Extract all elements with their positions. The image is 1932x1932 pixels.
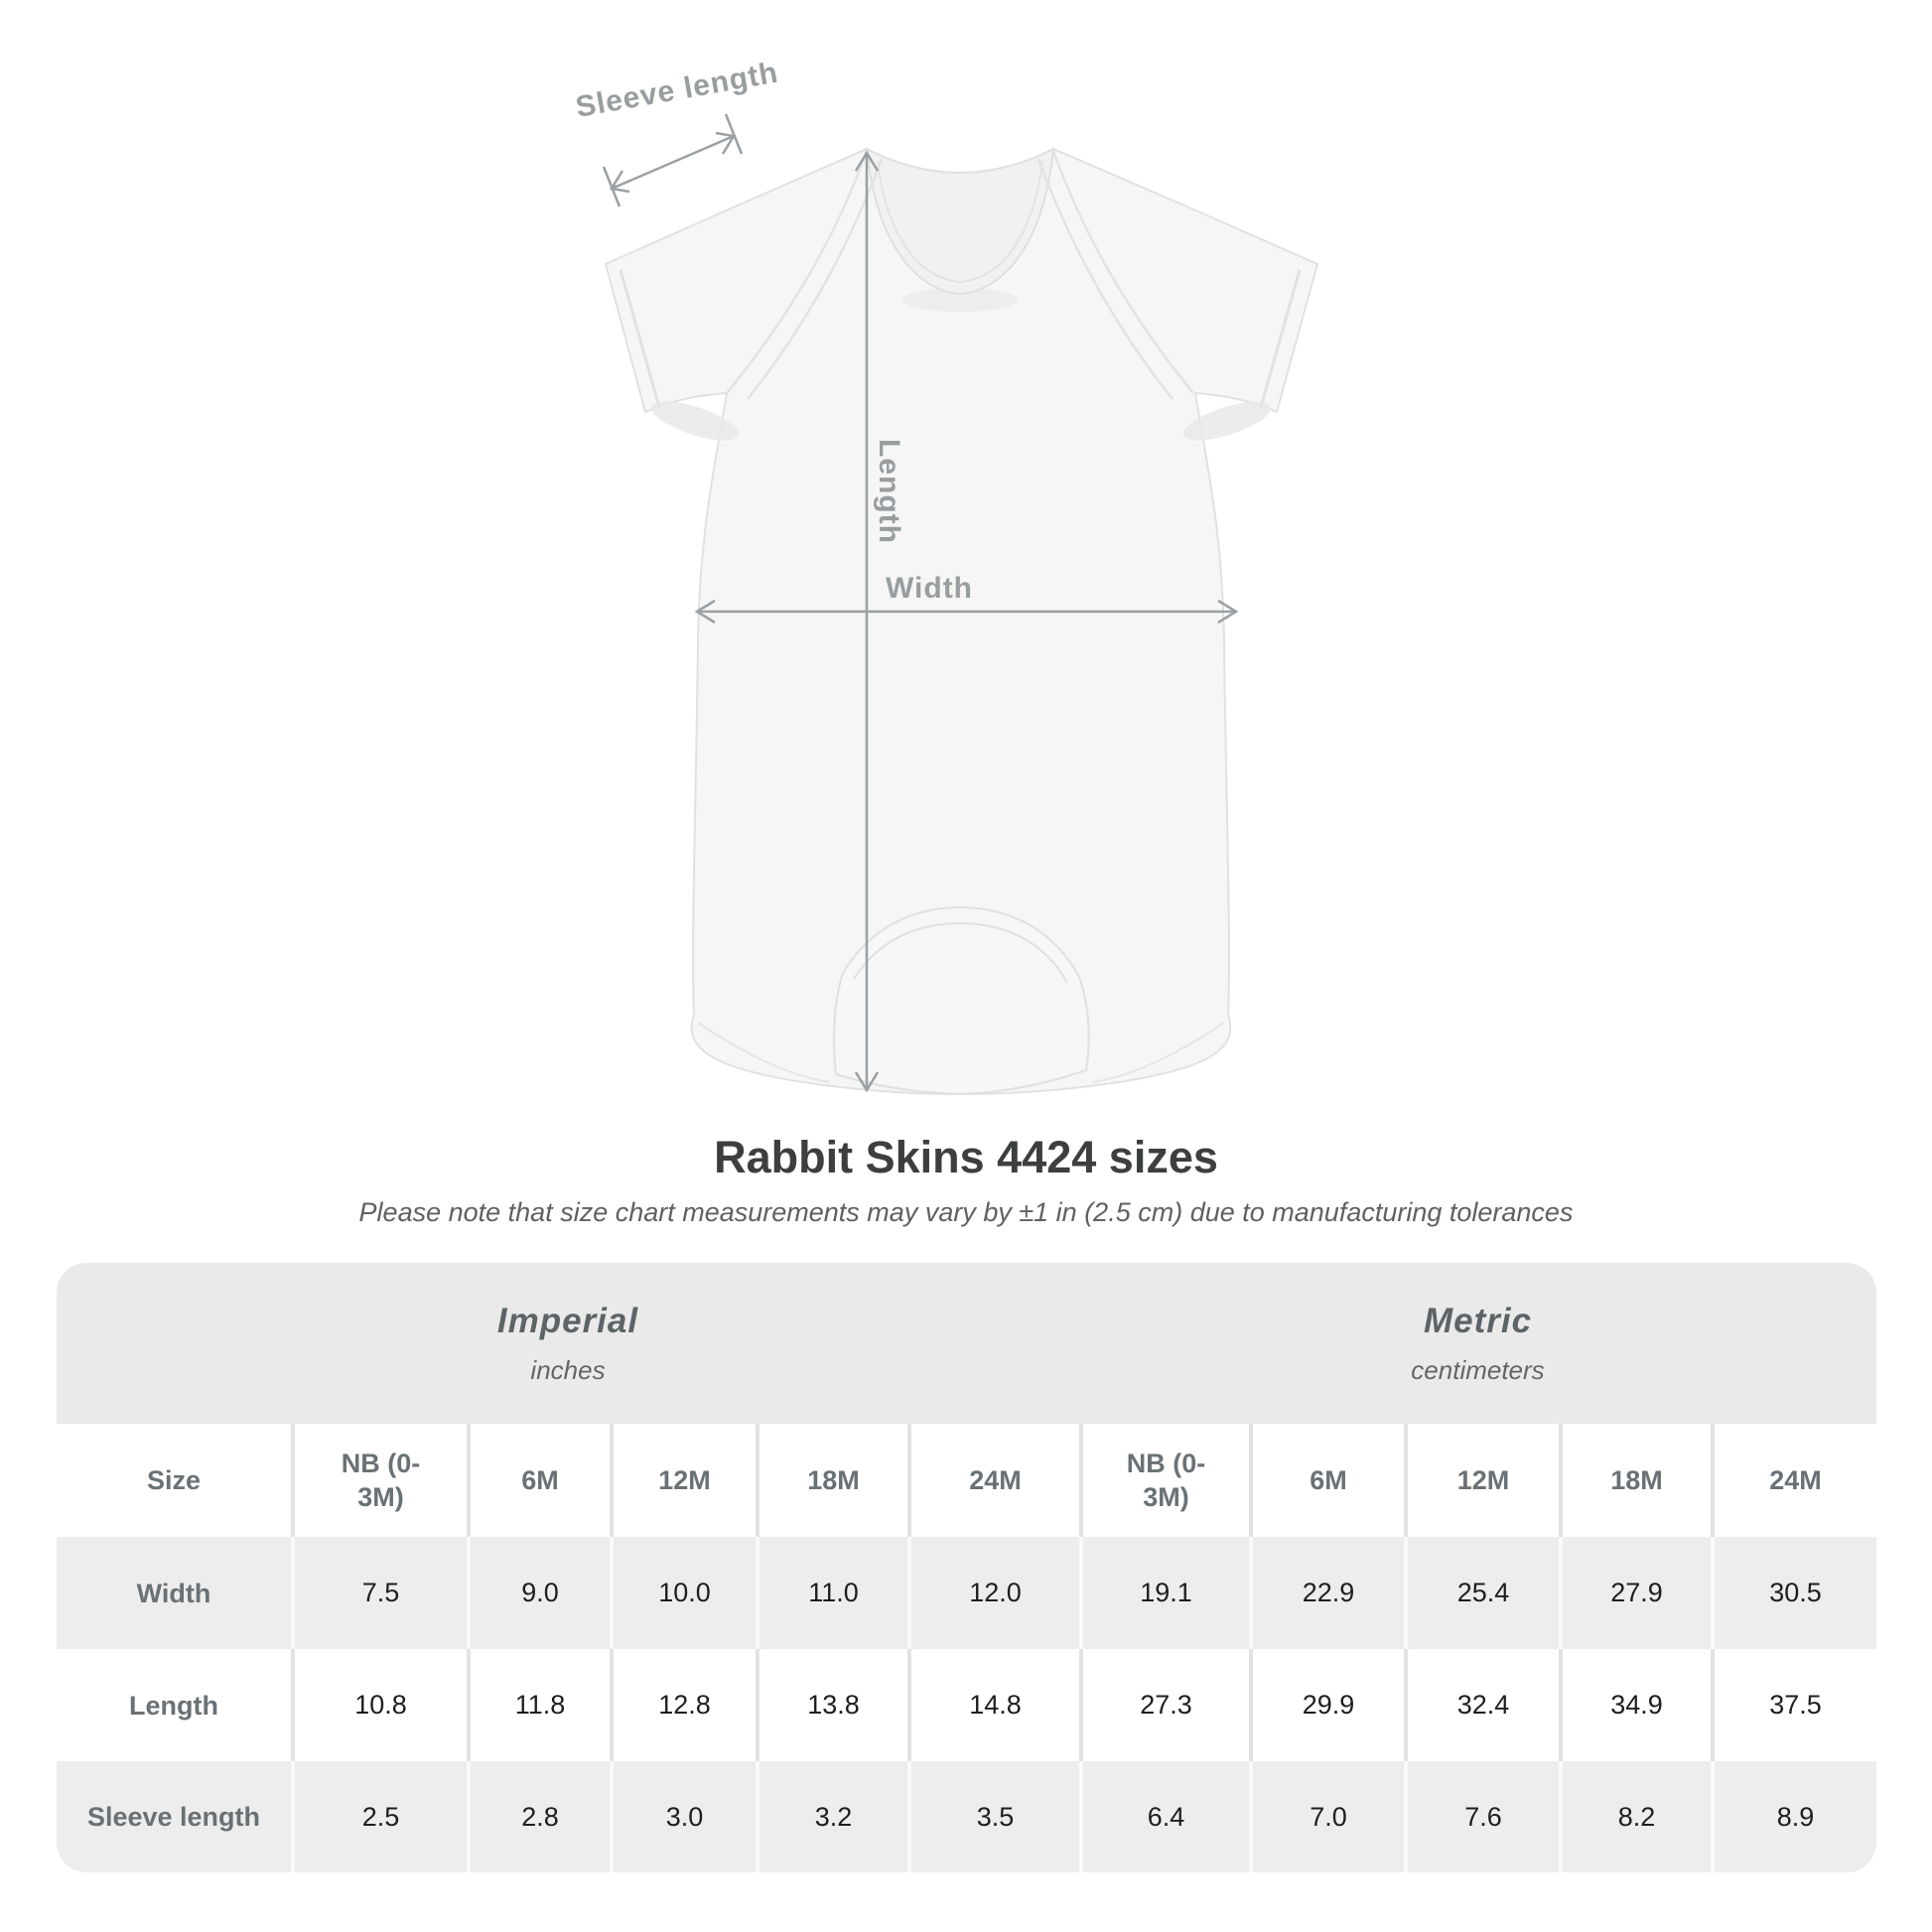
table-value: 30.5 [1711, 1537, 1876, 1649]
table-value: 32.4 [1404, 1649, 1559, 1761]
imperial-label: Imperial [496, 1301, 639, 1340]
table-value: 10.8 [291, 1649, 467, 1761]
column-header: 6M [1249, 1424, 1404, 1537]
width-label: Width [885, 572, 974, 605]
table-value: 34.9 [1559, 1649, 1711, 1761]
table-value: 3.0 [610, 1761, 756, 1872]
unit-group-metric [1079, 1263, 1876, 1424]
column-header: 24M [1711, 1424, 1876, 1537]
unit-group-imperial [57, 1263, 1079, 1424]
table-value: 37.5 [1711, 1649, 1876, 1761]
table-value: 27.9 [1559, 1537, 1711, 1649]
tolerance-note: Please note that size chart measurements may vary by ±1 in (2.5 cm) due to manufacturing tolerances [358, 1197, 1574, 1227]
table-value: 3.2 [756, 1761, 907, 1872]
column-header: 12M [1404, 1424, 1559, 1537]
table-value: 19.1 [1079, 1537, 1249, 1649]
table-value: 14.8 [907, 1649, 1079, 1761]
row-label-length: Length [57, 1649, 291, 1761]
table-value: 7.6 [1404, 1761, 1559, 1872]
column-header-text: NB (0-3M) [1126, 1449, 1206, 1512]
table-value: 8.2 [1559, 1761, 1711, 1872]
column-header: 18M [756, 1424, 907, 1537]
column-header: 6M [467, 1424, 610, 1537]
row-label-width: Width [57, 1537, 291, 1649]
table-value: 9.0 [467, 1537, 610, 1649]
table-value: 2.5 [291, 1761, 467, 1872]
metric-label: Metric [1423, 1301, 1533, 1340]
imperial-units: inches [530, 1354, 606, 1385]
column-header: 24M [907, 1424, 1079, 1537]
table-value: 6.4 [1079, 1761, 1249, 1872]
column-header-text: NB (0-3M) [341, 1449, 421, 1512]
size-column-header: Size [57, 1424, 291, 1537]
table-value: 12.0 [907, 1537, 1079, 1649]
length-label: Length [873, 439, 905, 544]
size-table [57, 1263, 1876, 1872]
table-value: 10.0 [610, 1537, 756, 1649]
table-value: 22.9 [1249, 1537, 1404, 1649]
table-value: 11.8 [467, 1649, 610, 1761]
table-value: 29.9 [1249, 1649, 1404, 1761]
table-value: 8.9 [1711, 1761, 1876, 1872]
column-header [1079, 1424, 1249, 1537]
sleeve-length-label: Sleeve length [573, 56, 781, 124]
table-value: 25.4 [1404, 1537, 1559, 1649]
column-header: 18M [1559, 1424, 1711, 1537]
table-value: 27.3 [1079, 1649, 1249, 1761]
table-value: 3.5 [907, 1761, 1079, 1872]
page-title: Rabbit Skins 4424 sizes [714, 1132, 1218, 1182]
metric-units: centimeters [1411, 1354, 1545, 1385]
row-label-sleeve-length: Sleeve length [57, 1761, 291, 1872]
table-value: 12.8 [610, 1649, 756, 1761]
table-value: 13.8 [756, 1649, 907, 1761]
table-value: 7.0 [1249, 1761, 1404, 1872]
table-value: 11.0 [756, 1537, 907, 1649]
table-value: 7.5 [291, 1537, 467, 1649]
table-value: 2.8 [467, 1761, 610, 1872]
column-header [291, 1424, 467, 1537]
column-header: 12M [610, 1424, 756, 1537]
sleeve-dimension-arrow [604, 114, 742, 207]
